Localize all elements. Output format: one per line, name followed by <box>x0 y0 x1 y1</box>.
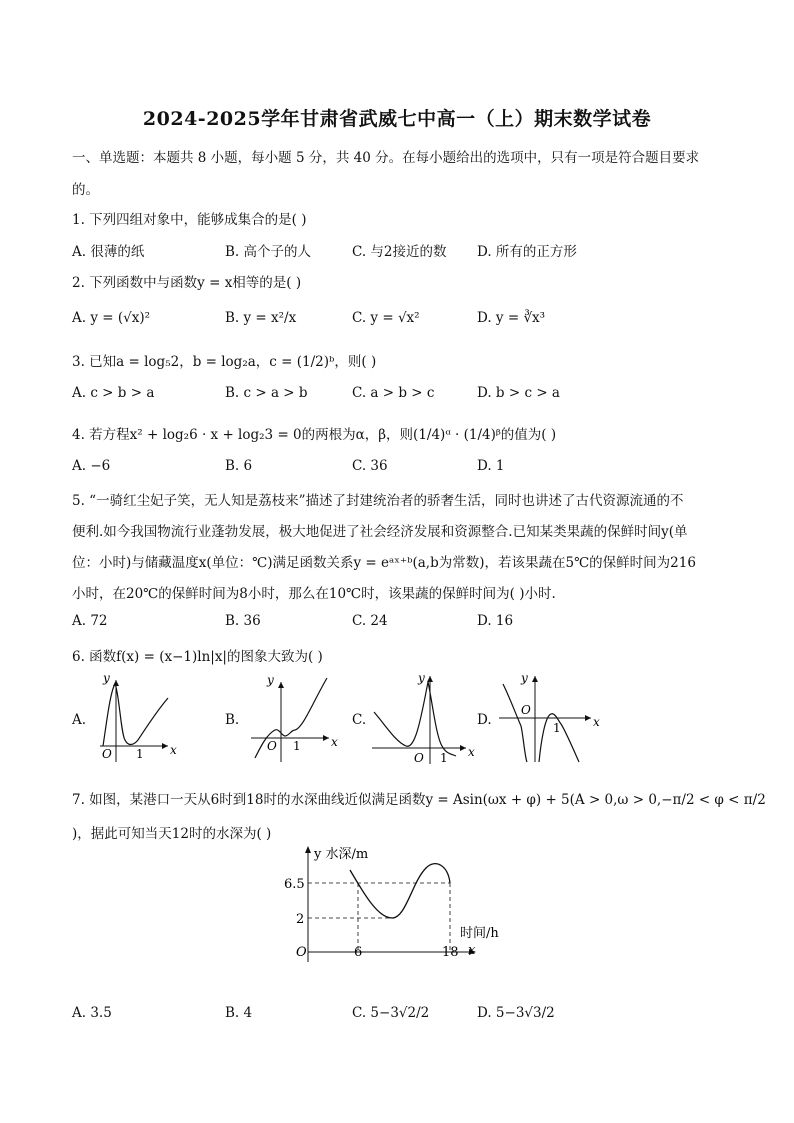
q6-a-origin: O <box>102 747 112 761</box>
q2-option-a: A. y = (√x)² <box>72 310 151 326</box>
q1-option-a: A. 很薄的纸 <box>72 244 145 260</box>
q6-graph-a-label: A. <box>72 712 87 728</box>
q1-option-c: C. 与2接近的数 <box>352 244 447 260</box>
q6-d-x-label: x <box>593 715 600 729</box>
q5-stem-line2: 便利.如今我国物流行业蓬勃发展，极大地促进了社会经济发展和资源整合.已知某类果蔬的保鲜时间y(单 <box>72 524 688 540</box>
q6-graph-d-label: D. <box>477 712 492 728</box>
q1-option-b: B. 高个子的人 <box>225 244 312 260</box>
q6-stem: 6. 函数f(x) = (x−1)ln|x|的图象大致为( ) <box>72 649 323 665</box>
q6-graph-b <box>225 672 338 768</box>
q5-option-b: B. 36 <box>225 613 261 629</box>
q6-graph-d-svg <box>495 672 615 768</box>
q6-c-x-label: x <box>468 745 475 759</box>
q6-a-y-label: y <box>103 672 110 685</box>
q5-stem-line4: 小时，在20℃的保鲜时间为8小时，那么在10℃时，该果蔬的保鲜时间为( )小时. <box>72 586 556 602</box>
q6-b-one: 1 <box>293 739 301 753</box>
q7-option-d: D. 5−3√3/2 <box>477 1005 555 1021</box>
q7-x-var: x <box>468 943 476 958</box>
q7-xtick-18: 18 <box>442 945 459 960</box>
q4-option-c: C. 36 <box>352 458 388 474</box>
q6-a-x-label: x <box>170 743 177 757</box>
q6-graph-options <box>72 672 732 768</box>
q3-stem: 3. 已知a = log₅2，b = log₂a，c = (1/2)ᵇ，则( ) <box>72 354 377 370</box>
q6-d-y-label: y <box>521 672 528 685</box>
q7-ytick-65: 6.5 <box>284 877 305 892</box>
q6-graph-d <box>477 672 600 768</box>
q6-graph-b-svg <box>241 672 351 768</box>
q5-stem-line1: 5. “一骑红尘妃子笑，无人知是荔枝来”描述了封建统治者的骄奢生活，同时也讲述了古代资源流通的不 <box>72 493 684 509</box>
q6-graph-c-svg <box>370 672 490 768</box>
q7-option-c: C. 5−3√2/2 <box>352 1005 430 1021</box>
q2-option-c: C. y = √x² <box>352 310 420 326</box>
q3-option-c: C. a > b > c <box>352 385 435 401</box>
q6-graph-c-label: C. <box>352 712 367 728</box>
q6-graph-c <box>352 672 475 768</box>
section-heading-line2: 的。 <box>72 182 99 198</box>
q4-option-b: B. 6 <box>225 458 253 474</box>
q6-b-y-label: y <box>267 673 274 687</box>
q6-graph-a <box>72 672 177 768</box>
q5-stem-line3: 位：小时)与储藏温度x(单位：℃)满足函数关系y = eᵃˣ⁺ᵇ(a,b为常数)，若该果蔬在5℃的保鲜时间为216 <box>72 555 696 571</box>
q2-option-b: B. y = x²/x <box>225 310 297 326</box>
q6-d-origin: O <box>521 703 531 717</box>
q6-graph-b-label: B. <box>225 712 240 728</box>
q7-water-depth-figure <box>280 842 530 967</box>
q7-stem-line2: )，据此可知当天12时的水深为( ) <box>72 826 272 842</box>
q6-c-y-label: y <box>418 672 425 685</box>
q6-d-one: 1 <box>553 721 561 735</box>
q7-stem-line1: 7. 如图，某港口一天从6时到18时的水深曲线近似满足函数y = Asin(ωx + φ) + 5(A > 0,ω > 0,−π/2 < φ < π/2 <box>72 792 766 808</box>
q1-option-d: D. 所有的正方形 <box>477 244 577 260</box>
q7-xtick-6: 6 <box>354 945 363 960</box>
section-heading-line1: 一、单选题：本题共 8 小题，每小题 5 分，共 40 分。在每小题给出的选项中，只有一项是符合题目要求 <box>72 150 700 166</box>
q7-option-b: B. 4 <box>225 1005 253 1021</box>
q2-option-d: D. y = ∛x³ <box>477 310 546 326</box>
q7-option-a: A. 3.5 <box>72 1005 112 1021</box>
q2-stem: 2. 下列函数中与函数y = x相等的是( ) <box>72 275 302 291</box>
q5-option-a: A. 72 <box>72 613 108 629</box>
q6-graph-a-svg <box>88 672 188 768</box>
q6-c-origin: O <box>414 751 424 765</box>
q6-c-one: 1 <box>440 751 448 765</box>
q5-option-d: D. 16 <box>477 613 514 629</box>
q3-option-d: D. b > c > a <box>477 385 560 401</box>
q4-stem: 4. 若方程x² + log₂6 · x + log₂3 = 0的两根为α，β，则(1/4)ᵅ · (1/4)ᵝ的值为( ) <box>72 427 557 443</box>
q5-option-c: C. 24 <box>352 613 388 629</box>
q4-option-a: A. −6 <box>72 458 111 474</box>
q7-x-axis-label: 时间/h <box>460 926 499 941</box>
q7-depth-curve <box>350 864 450 918</box>
q3-option-a: A. c > b > a <box>72 385 155 401</box>
q3-option-b: B. c > a > b <box>225 385 308 401</box>
exam-title: 2024-2025学年甘肃省武威七中高一（上）期末数学试卷 <box>142 108 652 130</box>
q6-a-one: 1 <box>136 747 144 761</box>
q7-origin: O <box>296 945 307 960</box>
q1-stem: 1. 下列四组对象中，能够成集合的是( ) <box>72 212 307 228</box>
q4-option-d: D. 1 <box>477 458 505 474</box>
q6-b-origin: O <box>267 739 277 753</box>
q7-y-axis-label: y 水深/m <box>314 847 369 862</box>
q7-ytick-2: 2 <box>296 912 305 927</box>
q6-b-x-label: x <box>331 735 338 749</box>
